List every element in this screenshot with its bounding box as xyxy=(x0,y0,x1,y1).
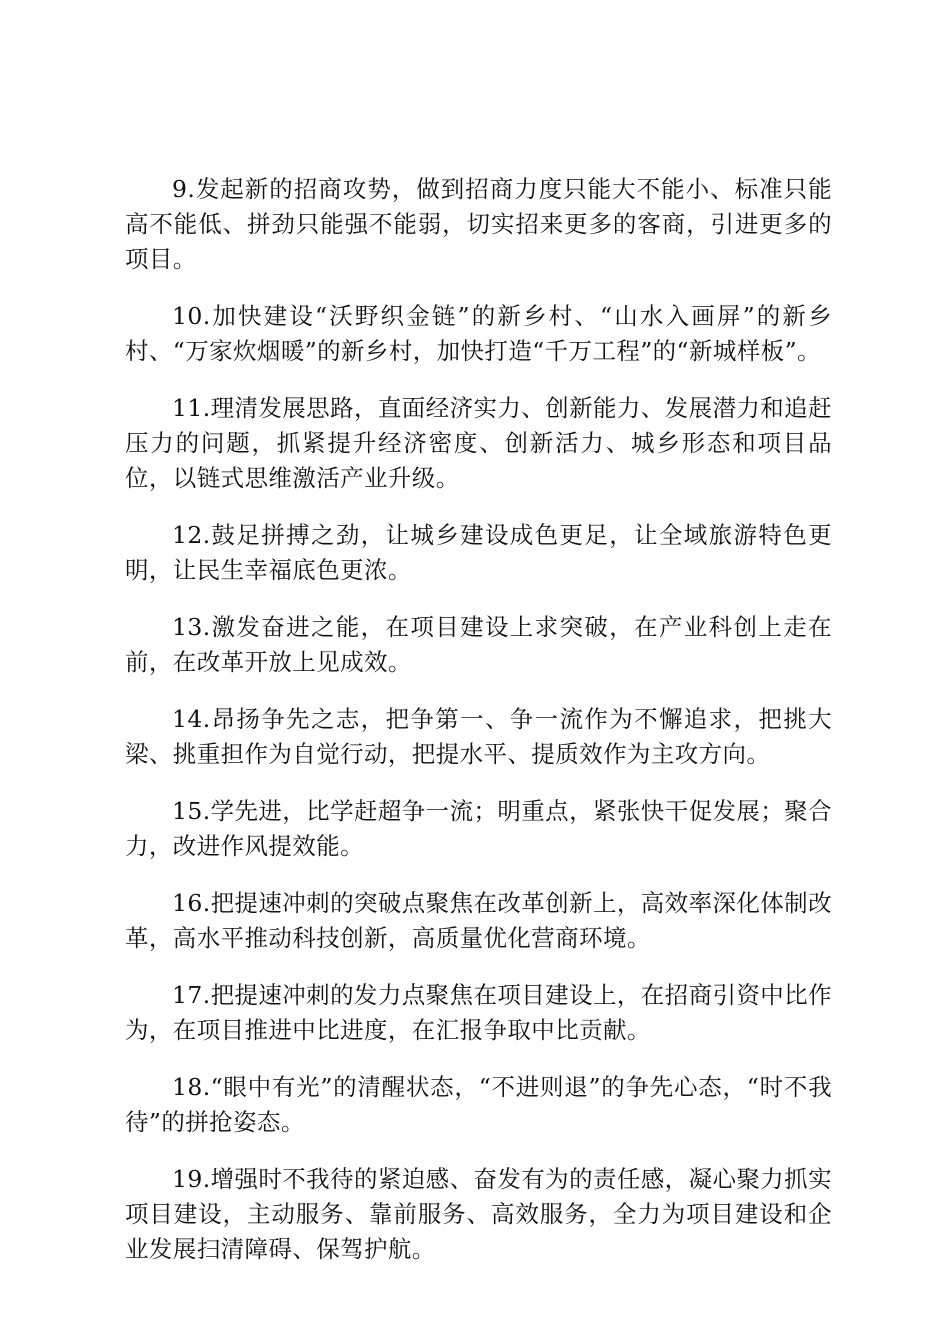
paragraph-17: 17.把提速冲刺的发力点聚焦在项目建设上，在招商引资中比作为，在项目推进中比进度，在汇报争取中比贡献。 xyxy=(125,981,832,1044)
document-body xyxy=(125,172,832,1289)
paragraph-12: 12.鼓足拼搏之劲，让城乡建设成色更足，让全域旅游特色更明，让民生幸福底色更浓。 xyxy=(125,521,832,584)
paragraph-10: 10.加快建设“沃野织金链”的新乡村、“山水入画屏”的新乡村、“万家炊烟暖”的新乡村，加快打造“千万工程”的“新城样板”。 xyxy=(125,302,832,365)
paragraph-13: 13.激发奋进之能，在项目建设上求突破，在产业科创上走在前，在改革开放上见成效。 xyxy=(125,613,832,676)
paragraph-9: 9.发起新的招商攻势，做到招商力度只能大不能小、标准只能高不能低、拼劲只能强不能弱，切实招来更多的客商，引进更多的项目。 xyxy=(125,175,832,273)
paragraph-19: 19.增强时不我待的紧迫感、奋发有为的责任感，凝心聚力抓实项目建设，主动服务、靠前服务、高效服务，全力为项目建设和企业发展扫清障碍、保驾护航。 xyxy=(125,1165,832,1263)
paragraph-18: 18.“眼中有光”的清醒状态，“不进则退”的争先心态，“时不我待”的拼抢姿态。 xyxy=(125,1073,832,1136)
paragraph-15: 15.学先进，比学赶超争一流；明重点，紧张快干促发展；聚合力，改进作风提效能。 xyxy=(125,797,832,860)
paragraph-14: 14.昂扬争先之志，把争第一、争一流作为不懈追求，把挑大梁、挑重担作为自觉行动，把提水平、提质效作为主攻方向。 xyxy=(125,705,832,768)
paragraph-11: 11.理清发展思路，直面经济实力、创新能力、发展潜力和追赶压力的问题，抓紧提升经济密度、创新活力、城乡形态和项目品位，以链式思维激活产业升级。 xyxy=(125,394,832,492)
paragraph-16: 16.把提速冲刺的突破点聚焦在改革创新上，高效率深化体制改革，高水平推动科技创新，高质量优化营商环境。 xyxy=(125,889,832,952)
